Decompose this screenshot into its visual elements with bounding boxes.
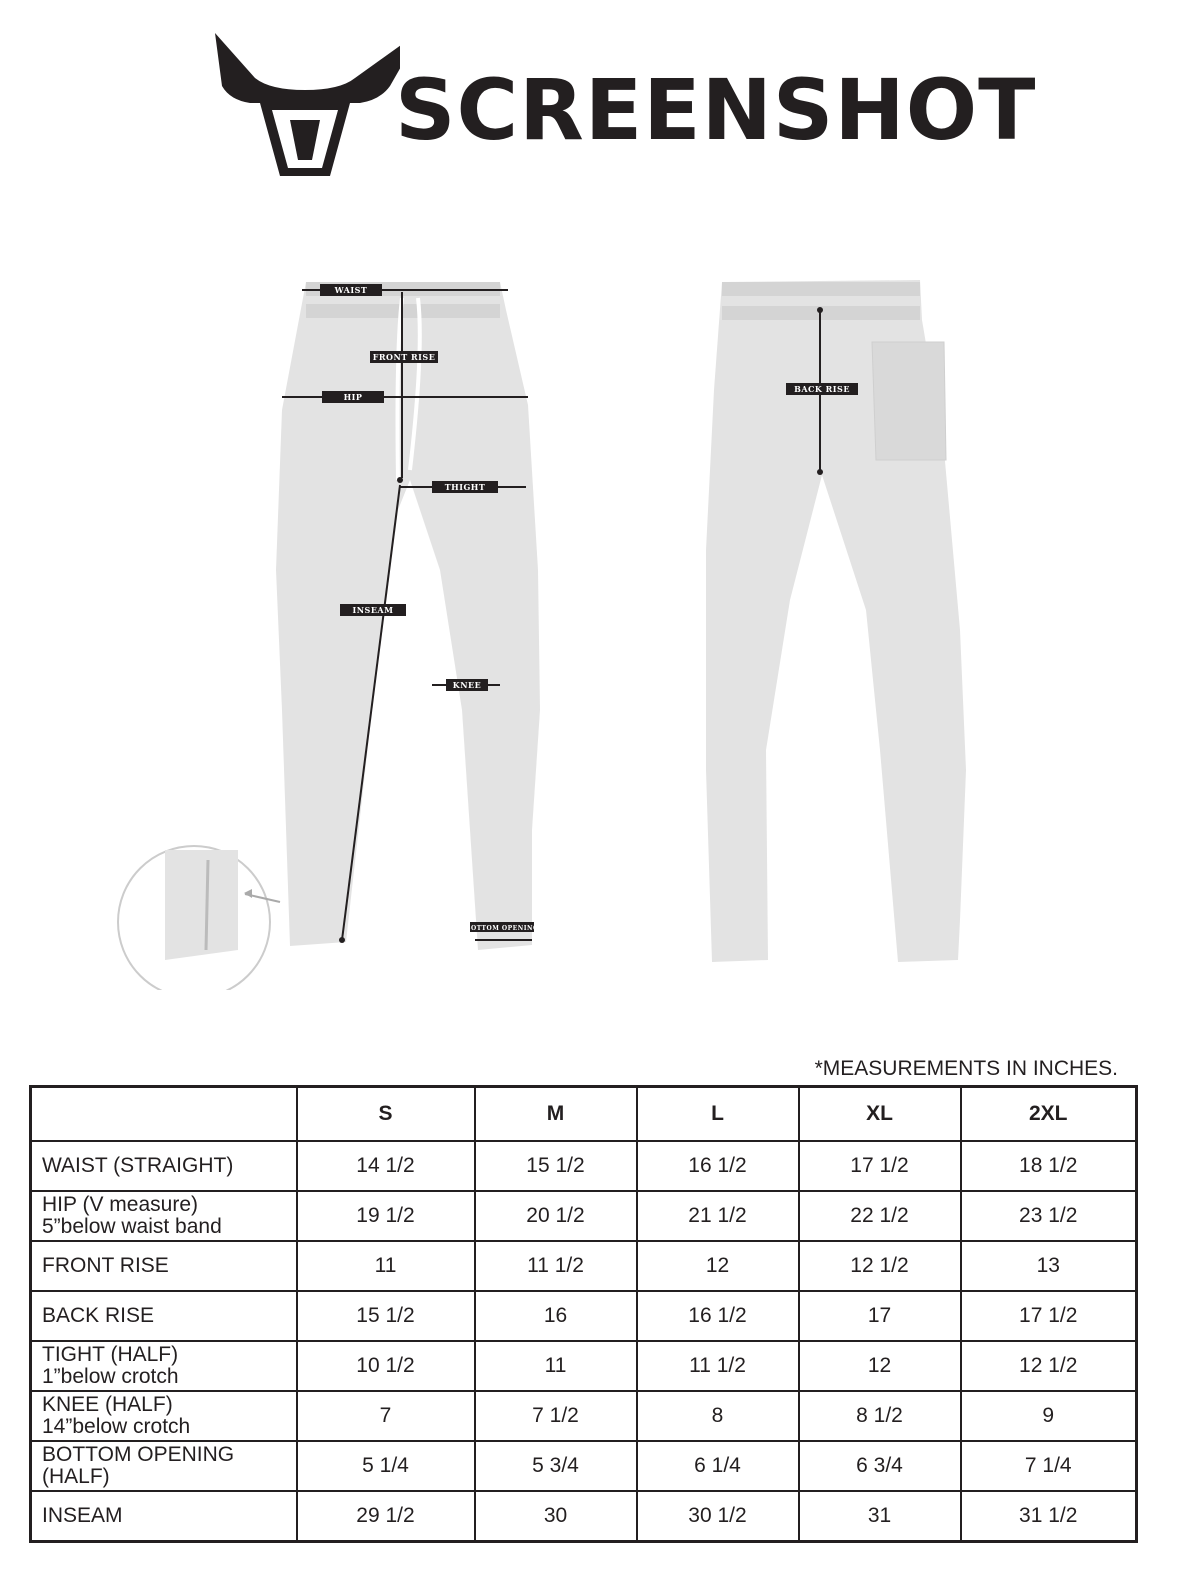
inseam-tag: INSEAM	[352, 605, 394, 615]
table-cell: 30	[475, 1491, 637, 1542]
table-cell: 10 1/2	[297, 1341, 475, 1391]
table-cell: 12	[637, 1241, 799, 1291]
table-row	[31, 1141, 1137, 1191]
header-cell-empty	[31, 1087, 297, 1142]
table-cell: 31 1/2	[961, 1491, 1137, 1542]
table-row	[31, 1341, 1137, 1391]
table-cell: 17 1/2	[799, 1141, 961, 1191]
table-cell: 13	[961, 1241, 1137, 1291]
table-cell: 8	[637, 1391, 799, 1441]
table-cell: 6 3/4	[799, 1441, 961, 1491]
table-cell: 22 1/2	[799, 1191, 961, 1241]
header-size-m: M	[475, 1087, 637, 1142]
row-label: WAIST (STRAIGHT)	[31, 1141, 297, 1191]
table-row	[31, 1391, 1137, 1441]
table-cell: 16	[475, 1291, 637, 1341]
table-cell: 15 1/2	[475, 1141, 637, 1191]
measurement-note: *MEASUREMENTS IN INCHES.	[814, 1057, 1118, 1080]
brand-logo	[210, 28, 1037, 188]
table-cell: 11 1/2	[475, 1241, 637, 1291]
pants-measurement-diagram	[0, 270, 1188, 990]
header-size-s: S	[297, 1087, 475, 1142]
table-cell: 23 1/2	[961, 1191, 1137, 1241]
table-cell: 7 1/4	[961, 1441, 1137, 1491]
table-cell: 11	[297, 1241, 475, 1291]
table-cell: 12 1/2	[799, 1241, 961, 1291]
bull-head-icon	[210, 28, 400, 188]
table-row	[31, 1291, 1137, 1341]
knee-tag: KNEE	[452, 680, 482, 690]
table-cell: 7	[297, 1391, 475, 1441]
waist-tag: WAIST	[334, 285, 368, 295]
table-cell: 11	[475, 1341, 637, 1391]
table-header-row	[31, 1087, 1137, 1142]
zipper-detail-circle	[118, 846, 280, 990]
table-cell: 30 1/2	[637, 1491, 799, 1542]
front-rise-tag: FRONT RISE	[372, 352, 436, 362]
row-label: INSEAM	[31, 1491, 297, 1542]
brand-name: SCREENSHOT	[395, 61, 1037, 159]
row-label: BOTTOM OPENING (HALF)	[31, 1441, 297, 1491]
thight-tag: THIGHT	[444, 482, 486, 492]
table-row	[31, 1191, 1137, 1241]
table-row	[31, 1441, 1137, 1491]
row-label: KNEE (HALF) 14”below crotch	[31, 1391, 297, 1441]
table-row	[31, 1491, 1137, 1542]
header-size-xl: XL	[799, 1087, 961, 1142]
table-cell: 11 1/2	[637, 1341, 799, 1391]
front-pants-illustration	[276, 282, 540, 950]
table-cell: 17 1/2	[961, 1291, 1137, 1341]
table-cell: 21 1/2	[637, 1191, 799, 1241]
header-size-l: L	[637, 1087, 799, 1142]
table-cell: 20 1/2	[475, 1191, 637, 1241]
table-cell: 8 1/2	[799, 1391, 961, 1441]
table-cell: 12	[799, 1341, 961, 1391]
row-label: BACK RISE	[31, 1291, 297, 1341]
table-cell: 19 1/2	[297, 1191, 475, 1241]
table-cell: 29 1/2	[297, 1491, 475, 1542]
bottom-opening-tag: BOTTOM OPENING	[465, 925, 539, 932]
row-label: HIP (V measure) 5”below waist band	[31, 1191, 297, 1241]
table-cell: 14 1/2	[297, 1141, 475, 1191]
table-cell: 15 1/2	[297, 1291, 475, 1341]
table-cell: 9	[961, 1391, 1137, 1441]
table-cell: 17	[799, 1291, 961, 1341]
table-cell: 12 1/2	[961, 1341, 1137, 1391]
table-cell: 18 1/2	[961, 1141, 1137, 1191]
hip-tag: HIP	[343, 392, 363, 402]
table-cell: 5 1/4	[297, 1441, 475, 1491]
row-label: FRONT RISE	[31, 1241, 297, 1291]
back-rise-tag: BACK RISE	[794, 384, 850, 394]
table-cell: 7 1/2	[475, 1391, 637, 1441]
table-cell: 6 1/4	[637, 1441, 799, 1491]
table-cell: 16 1/2	[637, 1141, 799, 1191]
table-cell: 5 3/4	[475, 1441, 637, 1491]
size-chart-table	[29, 1085, 1138, 1543]
header-size-2xl: 2XL	[961, 1087, 1137, 1142]
row-label: TIGHT (HALF) 1”below crotch	[31, 1341, 297, 1391]
back-pants-illustration	[706, 280, 966, 962]
table-row	[31, 1241, 1137, 1291]
table-cell: 31	[799, 1491, 961, 1542]
table-cell: 16 1/2	[637, 1291, 799, 1341]
